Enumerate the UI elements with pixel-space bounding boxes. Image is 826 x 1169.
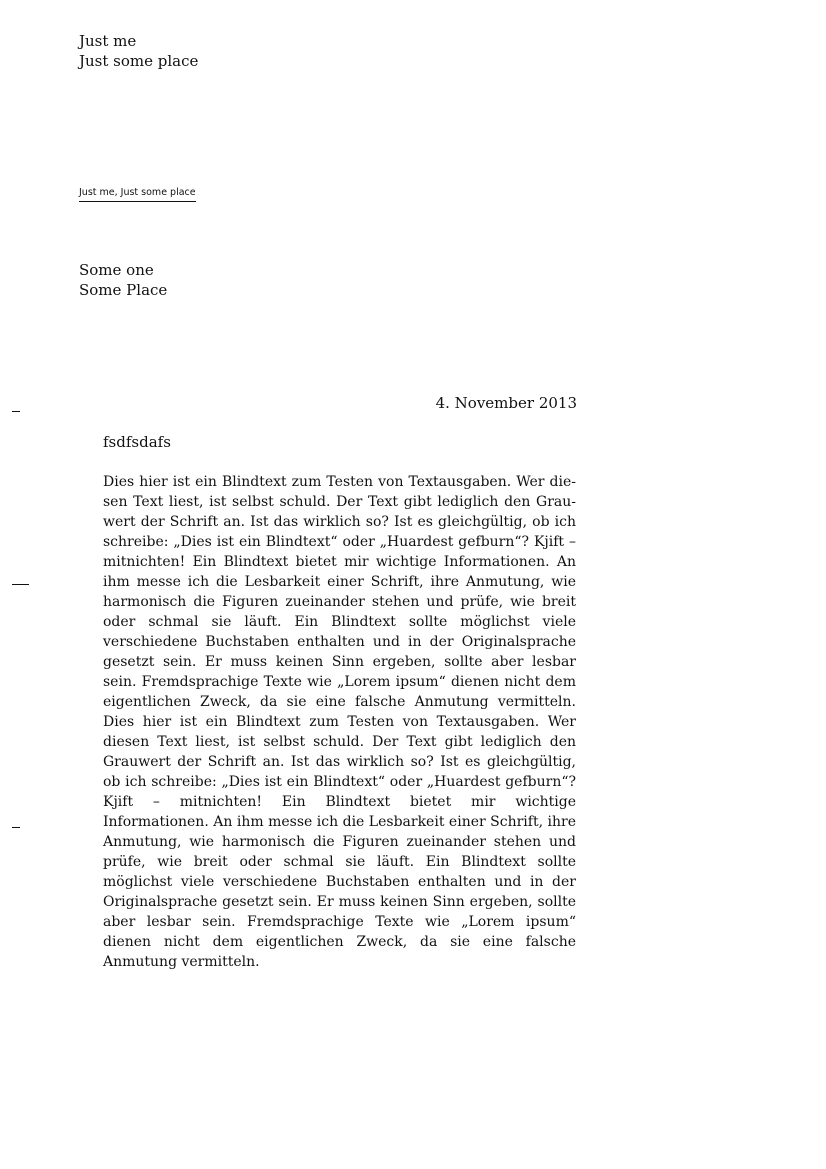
letter-body: Dies hier ist ein Blindtext zum Testen von Textausgaben. Wer diesen Text liest, ist selbst schuld. Der Text gibt lediglich den Grauwert der Schrift an. Ist das wirklich so? Ist es gleichgültig, ob ich schreibe: „Dies ist ein Blindtext“ oder „Huardest gefburn“? Kjift – mitnichten! Ein Blindtext bietet mir wichtige Informationen. An ihm messe ich die Lesbarkeit einer Schrift, ihre Anmutung, wie harmonisch die Figuren zueinander stehen und prüfe, wie breit oder schmal sie läuft. Ein Blindtext sollte möglichst viele verschiedene Buchstaben enthalten und in der Originalsprache gesetzt sein. Er muss keinen Sinn ergeben, sollte aber lesbar sein. Fremdsprachige Texte wie „Lorem ipsum“ dienen nicht dem eigentlichen Zweck, da sie eine falsche Anmutung vermitteln. Dies hier ist ein Blindtext zum Testen von Textausgaben. Wer diesen Text liest, ist selbst schuld. Der Text gibt lediglich den Grauwert der Schrift an. Ist das wirklich so? Ist es gleichgültig, ob ich schreibe: „Dies ist ein Blindtext“ oder „Huardest gefburn“? Kjift – mitnichten! Ein Blindtext bietet mir wichtige Informationen. An ihm messe ich die Lesbarkeit einer Schrift, ihre Anmutung, wie harmonisch die Figuren zueinander stehen und prüfe, wie breit oder schmal sie läuft. Ein Blindtext sollte möglichst viele verschiedene Buchstaben enthalten und in der Originalsprache gesetzt sein. Er muss keinen Sinn ergeben, sollte aber lesbar sein. Fremdsprachige Texte wie „Lorem ipsum“ dienen nicht dem eigentlichen Zweck, da sie eine falsche Anmutung vermitteln.	[103, 474, 576, 970]
sender-address	[79, 31, 198, 71]
top-fold-mark	[12, 411, 20, 412]
punch-mark	[12, 584, 29, 585]
letter-date: 4. November 2013	[435, 394, 577, 412]
sender-place: Just some place	[79, 52, 199, 70]
return-address-line: Just me, Just some place	[79, 186, 196, 202]
recipient-address	[79, 260, 167, 300]
recipient-place: Some Place	[79, 281, 168, 299]
sender-name: Just me	[79, 32, 137, 50]
letter-opening: fsdfsdafs	[103, 433, 171, 451]
recipient-name: Some one	[79, 261, 154, 279]
bottom-fold-mark	[12, 827, 20, 828]
